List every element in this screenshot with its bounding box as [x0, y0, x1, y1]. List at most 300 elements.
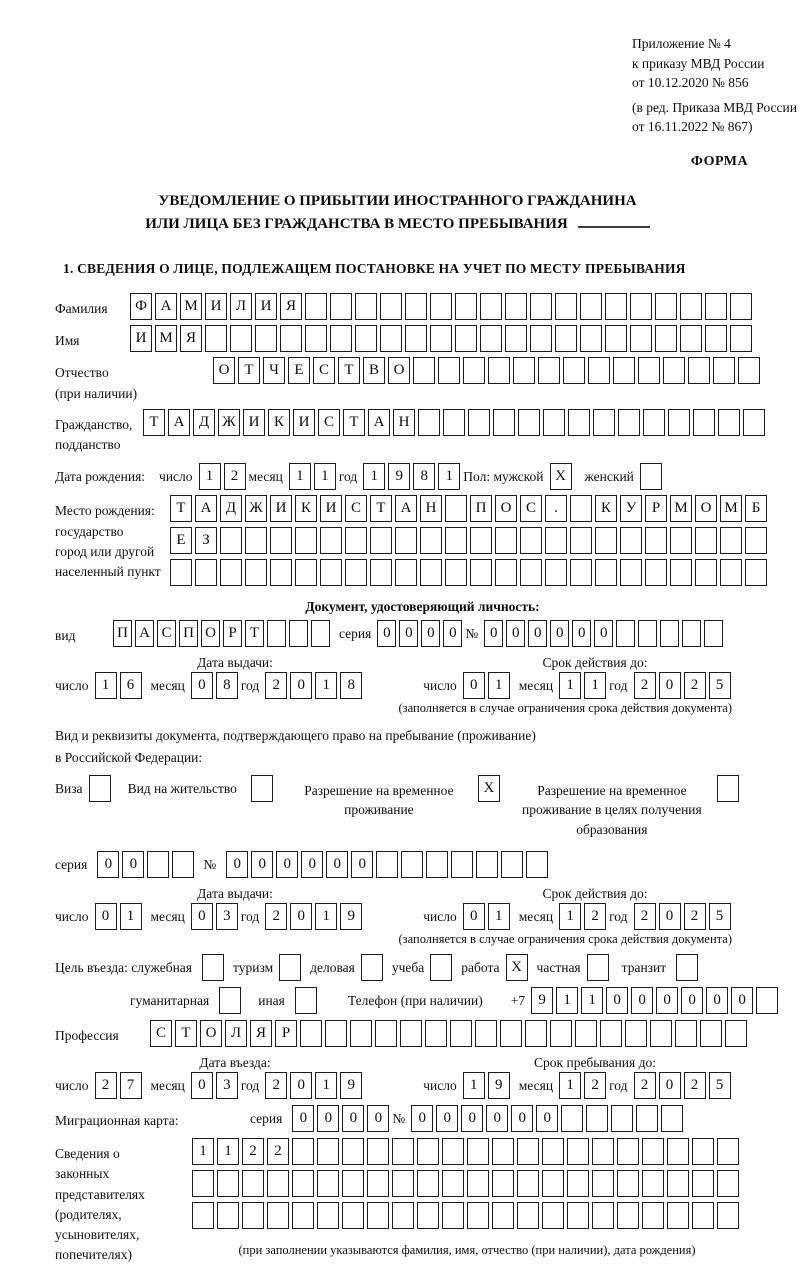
- representatives-line1-cell[interactable]: [417, 1138, 439, 1165]
- profession-cell[interactable]: [650, 1020, 672, 1047]
- citizenship-cell[interactable]: И: [243, 409, 265, 436]
- profession-cell[interactable]: О: [200, 1020, 222, 1047]
- entry-day-cell[interactable]: 7: [120, 1072, 142, 1099]
- doc-type-cell[interactable]: С: [157, 620, 176, 647]
- sex-male-cell[interactable]: X: [550, 463, 572, 490]
- representatives-line1-cell[interactable]: [617, 1138, 639, 1165]
- profession-cell[interactable]: [450, 1020, 472, 1047]
- representatives-line1-cell[interactable]: [442, 1138, 464, 1165]
- birthplace-line2-cell[interactable]: Е: [170, 527, 192, 554]
- doc-issue-year-cell[interactable]: 8: [340, 672, 362, 699]
- permit-valid-year-cell[interactable]: 2: [684, 903, 706, 930]
- birthplace-line3-cell[interactable]: [395, 559, 417, 586]
- patronymic-cell[interactable]: [738, 357, 760, 384]
- representatives-line2-cell[interactable]: [217, 1170, 239, 1197]
- representatives-line1-cell[interactable]: [642, 1138, 664, 1165]
- representatives-line3-cell[interactable]: [542, 1202, 564, 1229]
- representatives-line2-cell[interactable]: [367, 1170, 389, 1197]
- firstname-cell[interactable]: [655, 325, 677, 352]
- surname-cell[interactable]: [330, 293, 352, 320]
- stay-year-cell[interactable]: 2: [684, 1072, 706, 1099]
- birthplace-line1-cell[interactable]: Д: [220, 495, 242, 522]
- birthplace-line1-cell[interactable]: .: [545, 495, 567, 522]
- birthplace-line2-cell[interactable]: [720, 527, 742, 554]
- representatives-line1-cell[interactable]: 2: [267, 1138, 289, 1165]
- birth-day-cell[interactable]: 1: [199, 463, 221, 490]
- birth-day-cell[interactable]: 2: [224, 463, 246, 490]
- birthplace-line3-cell[interactable]: [645, 559, 667, 586]
- permit-number-cell[interactable]: 0: [351, 851, 373, 878]
- citizenship-cell[interactable]: [543, 409, 565, 436]
- firstname-cell[interactable]: [405, 325, 427, 352]
- representatives-line3-cell[interactable]: [417, 1202, 439, 1229]
- birth-year-cell[interactable]: 1: [363, 463, 385, 490]
- birthplace-line1-cell[interactable]: Р: [645, 495, 667, 522]
- permit-number-cell[interactable]: [426, 851, 448, 878]
- doc-number-cell[interactable]: [616, 620, 635, 647]
- citizenship-cell[interactable]: Т: [343, 409, 365, 436]
- phone-cell[interactable]: 1: [556, 987, 578, 1014]
- patronymic-cell[interactable]: [463, 357, 485, 384]
- permit-series-cell[interactable]: [172, 851, 194, 878]
- profession-cell[interactable]: [700, 1020, 722, 1047]
- phone-cell[interactable]: 0: [731, 987, 753, 1014]
- representatives-line3-cell[interactable]: [467, 1202, 489, 1229]
- patronymic-cell[interactable]: С: [313, 357, 335, 384]
- birthplace-line1-cell[interactable]: К: [595, 495, 617, 522]
- citizenship-cell[interactable]: Н: [393, 409, 415, 436]
- doc-number-cell[interactable]: 0: [528, 620, 547, 647]
- phone-cell[interactable]: 0: [706, 987, 728, 1014]
- mig-number-cell[interactable]: 0: [461, 1105, 483, 1132]
- permit-number-cell[interactable]: [476, 851, 498, 878]
- birthplace-line3-cell[interactable]: [695, 559, 717, 586]
- permit-number-cell[interactable]: 0: [226, 851, 248, 878]
- firstname-cell[interactable]: [480, 325, 502, 352]
- patronymic-cell[interactable]: О: [388, 357, 410, 384]
- surname-cell[interactable]: [630, 293, 652, 320]
- birthplace-line1-cell[interactable]: С: [345, 495, 367, 522]
- birthplace-line2-cell[interactable]: [745, 527, 767, 554]
- representatives-line1-cell[interactable]: [292, 1138, 314, 1165]
- birthplace-line3-cell[interactable]: [570, 559, 592, 586]
- citizenship-cell[interactable]: [643, 409, 665, 436]
- phone-cell[interactable]: 9: [531, 987, 553, 1014]
- firstname-cell[interactable]: [530, 325, 552, 352]
- profession-cell[interactable]: [300, 1020, 322, 1047]
- doc-issue-day-cell[interactable]: 6: [120, 672, 142, 699]
- birthplace-line3-cell[interactable]: [545, 559, 567, 586]
- citizenship-cell[interactable]: А: [368, 409, 390, 436]
- firstname-cell[interactable]: [455, 325, 477, 352]
- mig-number-cell[interactable]: [661, 1105, 683, 1132]
- firstname-cell[interactable]: [505, 325, 527, 352]
- mig-number-cell[interactable]: 0: [411, 1105, 433, 1132]
- permit-number-cell[interactable]: [376, 851, 398, 878]
- birthplace-line1-cell[interactable]: И: [320, 495, 342, 522]
- representatives-line1-cell[interactable]: 1: [217, 1138, 239, 1165]
- patronymic-cell[interactable]: [588, 357, 610, 384]
- doc-series-cell[interactable]: 0: [377, 620, 396, 647]
- profession-cell[interactable]: Я: [250, 1020, 272, 1047]
- firstname-cell[interactable]: [555, 325, 577, 352]
- surname-cell[interactable]: [305, 293, 327, 320]
- representatives-line1-cell[interactable]: 2: [242, 1138, 264, 1165]
- representatives-line3-cell[interactable]: [592, 1202, 614, 1229]
- representatives-line3-cell[interactable]: [517, 1202, 539, 1229]
- birthplace-line3-cell[interactable]: [445, 559, 467, 586]
- doc-issue-year-cell[interactable]: 2: [265, 672, 287, 699]
- temp-residence-cell[interactable]: X: [478, 775, 500, 802]
- entry-year-cell[interactable]: 2: [265, 1072, 287, 1099]
- stay-year-cell[interactable]: 0: [659, 1072, 681, 1099]
- representatives-line2-cell[interactable]: [242, 1170, 264, 1197]
- permit-valid-month-cell[interactable]: 2: [584, 903, 606, 930]
- mig-number-cell[interactable]: [586, 1105, 608, 1132]
- phone-cell[interactable]: 0: [631, 987, 653, 1014]
- doc-issue-year-cell[interactable]: 1: [315, 672, 337, 699]
- phone-cell[interactable]: [756, 987, 778, 1014]
- representatives-line3-cell[interactable]: [342, 1202, 364, 1229]
- doc-valid-year-cell[interactable]: 0: [659, 672, 681, 699]
- birthplace-line1-cell[interactable]: С: [520, 495, 542, 522]
- profession-cell[interactable]: [325, 1020, 347, 1047]
- profession-cell[interactable]: [600, 1020, 622, 1047]
- birthplace-line1-cell[interactable]: Т: [370, 495, 392, 522]
- firstname-cell[interactable]: [605, 325, 627, 352]
- permit-number-cell[interactable]: 0: [326, 851, 348, 878]
- citizenship-cell[interactable]: [618, 409, 640, 436]
- patronymic-cell[interactable]: [413, 357, 435, 384]
- profession-cell[interactable]: Р: [275, 1020, 297, 1047]
- profession-cell[interactable]: [475, 1020, 497, 1047]
- patronymic-cell[interactable]: Ч: [263, 357, 285, 384]
- doc-issue-month-cell[interactable]: 8: [216, 672, 238, 699]
- firstname-cell[interactable]: [205, 325, 227, 352]
- mig-series-cell[interactable]: 0: [317, 1105, 339, 1132]
- permit-number-cell[interactable]: 0: [251, 851, 273, 878]
- birthplace-line3-cell[interactable]: [245, 559, 267, 586]
- birthplace-line3-cell[interactable]: [520, 559, 542, 586]
- birthplace-line3-cell[interactable]: [295, 559, 317, 586]
- birthplace-line3-cell[interactable]: [220, 559, 242, 586]
- surname-cell[interactable]: [480, 293, 502, 320]
- birthplace-line2-cell[interactable]: [395, 527, 417, 554]
- doc-issue-month-cell[interactable]: 0: [191, 672, 213, 699]
- permit-issue-year-cell[interactable]: 1: [315, 903, 337, 930]
- firstname-cell[interactable]: М: [155, 325, 177, 352]
- stay-year-cell[interactable]: 2: [634, 1072, 656, 1099]
- firstname-cell[interactable]: [380, 325, 402, 352]
- permit-issue-year-cell[interactable]: 9: [340, 903, 362, 930]
- mig-number-cell[interactable]: 0: [536, 1105, 558, 1132]
- permit-series-cell[interactable]: 0: [97, 851, 119, 878]
- firstname-cell[interactable]: [255, 325, 277, 352]
- patronymic-cell[interactable]: [438, 357, 460, 384]
- birthplace-line1-cell[interactable]: А: [395, 495, 417, 522]
- birthplace-line3-cell[interactable]: [370, 559, 392, 586]
- patronymic-cell[interactable]: В: [363, 357, 385, 384]
- citizenship-cell[interactable]: [418, 409, 440, 436]
- mig-number-cell[interactable]: 0: [436, 1105, 458, 1132]
- surname-cell[interactable]: И: [205, 293, 227, 320]
- permit-number-cell[interactable]: [501, 851, 523, 878]
- surname-cell[interactable]: [655, 293, 677, 320]
- doc-type-cell[interactable]: П: [179, 620, 198, 647]
- representatives-line1-cell[interactable]: [367, 1138, 389, 1165]
- representatives-line3-cell[interactable]: [617, 1202, 639, 1229]
- representatives-line1-cell[interactable]: [667, 1138, 689, 1165]
- representatives-line1-cell[interactable]: [517, 1138, 539, 1165]
- birthplace-line2-cell[interactable]: [545, 527, 567, 554]
- patronymic-cell[interactable]: [638, 357, 660, 384]
- representatives-line1-cell[interactable]: [317, 1138, 339, 1165]
- representatives-line1-cell[interactable]: [492, 1138, 514, 1165]
- surname-cell[interactable]: [530, 293, 552, 320]
- representatives-line3-cell[interactable]: [442, 1202, 464, 1229]
- birthplace-line1-cell[interactable]: Б: [745, 495, 767, 522]
- representatives-line3-cell[interactable]: [717, 1202, 739, 1229]
- birthplace-line2-cell[interactable]: [245, 527, 267, 554]
- birthplace-line1-cell[interactable]: Ж: [245, 495, 267, 522]
- profession-cell[interactable]: Л: [225, 1020, 247, 1047]
- birthplace-line2-cell[interactable]: [570, 527, 592, 554]
- birth-month-cell[interactable]: 1: [289, 463, 311, 490]
- citizenship-cell[interactable]: А: [168, 409, 190, 436]
- representatives-line2-cell[interactable]: [692, 1170, 714, 1197]
- profession-cell[interactable]: С: [150, 1020, 172, 1047]
- surname-cell[interactable]: [505, 293, 527, 320]
- doc-valid-month-cell[interactable]: 1: [584, 672, 606, 699]
- permit-issue-month-cell[interactable]: 0: [191, 903, 213, 930]
- birth-year-cell[interactable]: 9: [388, 463, 410, 490]
- profession-cell[interactable]: [575, 1020, 597, 1047]
- permit-valid-day-cell[interactable]: 0: [463, 903, 485, 930]
- residence-permit-cell[interactable]: [251, 775, 273, 802]
- permit-valid-year-cell[interactable]: 2: [634, 903, 656, 930]
- stay-day-cell[interactable]: 1: [463, 1072, 485, 1099]
- doc-issue-day-cell[interactable]: 1: [95, 672, 117, 699]
- citizenship-cell[interactable]: К: [268, 409, 290, 436]
- representatives-line3-cell[interactable]: [667, 1202, 689, 1229]
- representatives-line2-cell[interactable]: [617, 1170, 639, 1197]
- firstname-cell[interactable]: [330, 325, 352, 352]
- purpose-work-cell[interactable]: X: [506, 954, 528, 981]
- birthplace-line2-cell[interactable]: [495, 527, 517, 554]
- representatives-line3-cell[interactable]: [192, 1202, 214, 1229]
- citizenship-cell[interactable]: Т: [143, 409, 165, 436]
- representatives-line2-cell[interactable]: [342, 1170, 364, 1197]
- birthplace-line1-cell[interactable]: У: [620, 495, 642, 522]
- surname-cell[interactable]: Ф: [130, 293, 152, 320]
- surname-cell[interactable]: [580, 293, 602, 320]
- mig-number-cell[interactable]: [611, 1105, 633, 1132]
- firstname-cell[interactable]: И: [130, 325, 152, 352]
- temp-residence-edu-cell[interactable]: [717, 775, 739, 802]
- representatives-line2-cell[interactable]: [542, 1170, 564, 1197]
- representatives-line2-cell[interactable]: [267, 1170, 289, 1197]
- birthplace-line3-cell[interactable]: [620, 559, 642, 586]
- representatives-line2-cell[interactable]: [392, 1170, 414, 1197]
- permit-series-cell[interactable]: 0: [122, 851, 144, 878]
- citizenship-cell[interactable]: И: [293, 409, 315, 436]
- permit-number-cell[interactable]: 0: [276, 851, 298, 878]
- visa-cell[interactable]: [89, 775, 111, 802]
- citizenship-cell[interactable]: [718, 409, 740, 436]
- representatives-line3-cell[interactable]: [492, 1202, 514, 1229]
- stay-day-cell[interactable]: 9: [488, 1072, 510, 1099]
- doc-type-cell[interactable]: О: [201, 620, 220, 647]
- representatives-line1-cell[interactable]: [592, 1138, 614, 1165]
- birthplace-line3-cell[interactable]: [720, 559, 742, 586]
- representatives-line3-cell[interactable]: [392, 1202, 414, 1229]
- representatives-line3-cell[interactable]: [217, 1202, 239, 1229]
- purpose-private-cell[interactable]: [587, 954, 609, 981]
- birthplace-line1-cell[interactable]: [445, 495, 467, 522]
- mig-number-cell[interactable]: 0: [511, 1105, 533, 1132]
- citizenship-cell[interactable]: [693, 409, 715, 436]
- doc-number-cell[interactable]: 0: [506, 620, 525, 647]
- firstname-cell[interactable]: [680, 325, 702, 352]
- citizenship-cell[interactable]: Д: [193, 409, 215, 436]
- birthplace-line3-cell[interactable]: [670, 559, 692, 586]
- surname-cell[interactable]: [705, 293, 727, 320]
- citizenship-cell[interactable]: [518, 409, 540, 436]
- profession-cell[interactable]: [550, 1020, 572, 1047]
- representatives-line1-cell[interactable]: [692, 1138, 714, 1165]
- birthplace-line2-cell[interactable]: [270, 527, 292, 554]
- citizenship-cell[interactable]: [443, 409, 465, 436]
- profession-cell[interactable]: [725, 1020, 747, 1047]
- surname-cell[interactable]: [680, 293, 702, 320]
- birth-year-cell[interactable]: 1: [438, 463, 460, 490]
- doc-type-cell[interactable]: Р: [223, 620, 242, 647]
- doc-number-cell[interactable]: [660, 620, 679, 647]
- surname-cell[interactable]: [605, 293, 627, 320]
- profession-cell[interactable]: [500, 1020, 522, 1047]
- phone-cell[interactable]: 1: [581, 987, 603, 1014]
- surname-cell[interactable]: [405, 293, 427, 320]
- doc-valid-month-cell[interactable]: 1: [559, 672, 581, 699]
- patronymic-cell[interactable]: [613, 357, 635, 384]
- doc-number-cell[interactable]: 0: [594, 620, 613, 647]
- patronymic-cell[interactable]: Е: [288, 357, 310, 384]
- representatives-line1-cell[interactable]: [467, 1138, 489, 1165]
- representatives-line3-cell[interactable]: [292, 1202, 314, 1229]
- permit-issue-day-cell[interactable]: 1: [120, 903, 142, 930]
- mig-number-cell[interactable]: 0: [486, 1105, 508, 1132]
- birthplace-line2-cell[interactable]: [620, 527, 642, 554]
- purpose-humanitarian-cell[interactable]: [219, 987, 241, 1014]
- permit-issue-day-cell[interactable]: 0: [95, 903, 117, 930]
- profession-cell[interactable]: [525, 1020, 547, 1047]
- doc-series-cell[interactable]: 0: [443, 620, 462, 647]
- representatives-line3-cell[interactable]: [567, 1202, 589, 1229]
- permit-number-cell[interactable]: [401, 851, 423, 878]
- representatives-line1-cell[interactable]: 1: [192, 1138, 214, 1165]
- firstname-cell[interactable]: [355, 325, 377, 352]
- profession-cell[interactable]: [675, 1020, 697, 1047]
- entry-month-cell[interactable]: 3: [216, 1072, 238, 1099]
- representatives-line3-cell[interactable]: [267, 1202, 289, 1229]
- birth-month-cell[interactable]: 1: [314, 463, 336, 490]
- birthplace-line2-cell[interactable]: [470, 527, 492, 554]
- birthplace-line1-cell[interactable]: Н: [420, 495, 442, 522]
- birthplace-line3-cell[interactable]: [195, 559, 217, 586]
- permit-issue-year-cell[interactable]: 0: [290, 903, 312, 930]
- profession-cell[interactable]: Т: [175, 1020, 197, 1047]
- citizenship-cell[interactable]: [593, 409, 615, 436]
- representatives-line2-cell[interactable]: [567, 1170, 589, 1197]
- permit-valid-year-cell[interactable]: 5: [709, 903, 731, 930]
- birthplace-line2-cell[interactable]: [520, 527, 542, 554]
- patronymic-cell[interactable]: О: [213, 357, 235, 384]
- doc-type-cell[interactable]: Т: [245, 620, 264, 647]
- citizenship-cell[interactable]: [493, 409, 515, 436]
- birthplace-line3-cell[interactable]: [345, 559, 367, 586]
- birthplace-line2-cell[interactable]: [595, 527, 617, 554]
- purpose-study-cell[interactable]: [430, 954, 452, 981]
- permit-number-cell[interactable]: 0: [301, 851, 323, 878]
- surname-cell[interactable]: И: [255, 293, 277, 320]
- patronymic-cell[interactable]: [513, 357, 535, 384]
- birthplace-line3-cell[interactable]: [170, 559, 192, 586]
- purpose-business-cell[interactable]: [361, 954, 383, 981]
- mig-series-cell[interactable]: 0: [292, 1105, 314, 1132]
- entry-month-cell[interactable]: 0: [191, 1072, 213, 1099]
- profession-cell[interactable]: [425, 1020, 447, 1047]
- representatives-line2-cell[interactable]: [717, 1170, 739, 1197]
- citizenship-cell[interactable]: [468, 409, 490, 436]
- representatives-line1-cell[interactable]: [567, 1138, 589, 1165]
- surname-cell[interactable]: М: [180, 293, 202, 320]
- doc-issue-year-cell[interactable]: 0: [290, 672, 312, 699]
- representatives-line1-cell[interactable]: [542, 1138, 564, 1165]
- doc-number-cell[interactable]: 0: [484, 620, 503, 647]
- representatives-line3-cell[interactable]: [317, 1202, 339, 1229]
- surname-cell[interactable]: [355, 293, 377, 320]
- stay-month-cell[interactable]: 1: [559, 1072, 581, 1099]
- birthplace-line1-cell[interactable]: М: [670, 495, 692, 522]
- firstname-cell[interactable]: [630, 325, 652, 352]
- birthplace-line3-cell[interactable]: [270, 559, 292, 586]
- permit-valid-month-cell[interactable]: 1: [559, 903, 581, 930]
- representatives-line3-cell[interactable]: [692, 1202, 714, 1229]
- entry-year-cell[interactable]: 9: [340, 1072, 362, 1099]
- profession-cell[interactable]: [400, 1020, 422, 1047]
- birthplace-line2-cell[interactable]: [670, 527, 692, 554]
- representatives-line2-cell[interactable]: [417, 1170, 439, 1197]
- citizenship-cell[interactable]: Ж: [218, 409, 240, 436]
- firstname-cell[interactable]: [705, 325, 727, 352]
- doc-valid-day-cell[interactable]: 0: [463, 672, 485, 699]
- surname-cell[interactable]: Я: [280, 293, 302, 320]
- surname-cell[interactable]: А: [155, 293, 177, 320]
- birthplace-line2-cell[interactable]: З: [195, 527, 217, 554]
- sex-female-cell[interactable]: [640, 463, 662, 490]
- mig-series-cell[interactable]: 0: [367, 1105, 389, 1132]
- representatives-line1-cell[interactable]: [342, 1138, 364, 1165]
- citizenship-cell[interactable]: [568, 409, 590, 436]
- birthplace-line1-cell[interactable]: А: [195, 495, 217, 522]
- mig-number-cell[interactable]: [636, 1105, 658, 1132]
- doc-type-cell[interactable]: А: [135, 620, 154, 647]
- patronymic-cell[interactable]: Т: [338, 357, 360, 384]
- birthplace-line1-cell[interactable]: К: [295, 495, 317, 522]
- phone-cell[interactable]: 0: [656, 987, 678, 1014]
- mig-number-cell[interactable]: [561, 1105, 583, 1132]
- permit-issue-year-cell[interactable]: 2: [265, 903, 287, 930]
